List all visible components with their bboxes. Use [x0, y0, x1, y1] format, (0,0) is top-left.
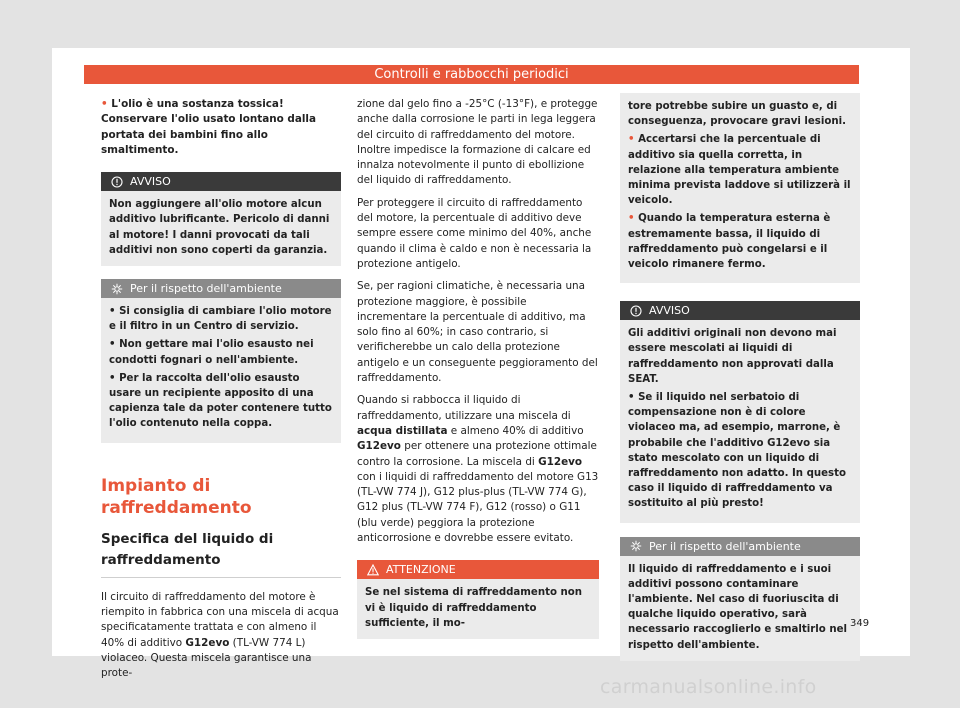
list-item: • Si consiglia di cambiare l'olio motore e il filtro in un Centro di servizio. — [109, 306, 332, 333]
warning-box — [357, 560, 599, 639]
env-text: Il liquido di raffreddamento e i suoi additivi possono contaminare l'ambiente. Nel caso di fuoriuscita di qualche liquido operativo, sarà necessario raccoglierlo e smaltirlo nel rispetto dell'ambiente. — [628, 563, 847, 651]
paragraph: Se, per ragioni climatiche, è necessaria una protezione maggiore, è possibile incrementare la percentuale di additivo, ma solo fino al 60%; in caso contrario, si verificherebbe un calo della protezione antigelo e un conseguente peggioramento del raffreddamento. — [357, 280, 598, 385]
list-item: • Accertarsi che la percentuale di additivo sia quella corretta, in relazione alla temperatura ambiente minima prevista laddove si utilizzerà il veicolo. — [628, 134, 851, 207]
leaf-icon — [630, 540, 642, 552]
column-2 — [357, 97, 599, 639]
info-circle-icon — [630, 305, 642, 317]
bullet-icon: • — [628, 134, 639, 146]
bullet-icon: • — [628, 213, 639, 225]
paragraph: Quando si rabbocca il liquido di raffreddamento, utilizzare una miscela di acqua distillata e almeno 40% di additivo G12evo per ottenere una protezione ottimale contro la corrosione. La miscela di G12evo con i liquidi di raffreddamento del motore G13 (TL-VW 774 J), G12 plus-plus (TL-VW 774 G), G12 plus (TL-VW 774 F), G12 (rosso) o G11 (blu verde) peggiora la protezione anticorrosione e dovrebbe essere evitato. — [357, 394, 599, 545]
list-item: • Per la raccolta dell'olio esausto usare un recipiente apposito di una capienza tale da poter contenere tutto l'olio contenuto nella coppa. — [109, 372, 332, 430]
env-box — [101, 279, 341, 443]
page-number: 349 — [850, 618, 870, 629]
notice-box — [620, 301, 860, 522]
bullet-icon: • — [101, 98, 112, 110]
warning-text: Se nel sistema di raffreddamento non vi è liquido di raffreddamento sufficiente, il mo- — [365, 587, 583, 629]
warning-title: ATTENZIONE — [386, 563, 456, 577]
env-list — [101, 298, 341, 443]
warning-continuation-text: tore potrebbe subire un guasto e, di conseguenza, provocare gravi lesioni. — [628, 101, 846, 128]
env-title: Per il rispetto dell'ambiente — [130, 282, 282, 295]
watermark: carmanualsonline.info — [600, 676, 817, 698]
info-circle-icon — [111, 176, 123, 188]
notice-text: Non aggiungere all'olio motore alcun additivo lubrificante. Pericolo di danni al motore! I danni provocati da tali additivi non sono coperti da garanzia. — [109, 199, 330, 256]
notice-box — [101, 172, 341, 266]
paragraph: zione dal gelo fino a -25°C (-13°F), e protegge anche dalla corrosione le parti in lega leggera del circuito di raffreddamento del motore. Inoltre impedisce la formazione di calcare ed innalza notevolmente il punto di ebollizione del liquido di raffreddamento. — [357, 98, 598, 187]
leaf-icon — [111, 283, 123, 295]
column-3 — [620, 97, 860, 661]
column-1 — [101, 97, 341, 681]
intro-bullet: • L'olio è una sostanza tossica! Conservare l'olio usato lontano dalla portata dei bambini fino allo smaltimento. — [101, 98, 316, 156]
paragraph: Il circuito di raffreddamento del motore è riempito in fabbrica con una miscela di acqua specificatamente trattata e con almeno il 40% di additivo G12evo (TL-VW 774 L) violaceo. Questa miscela garantisce una prote- — [101, 590, 339, 680]
list-item: • Quando la temperatura esterna è estremamente bassa, il liquido di raffreddamento può congelarsi e il veicolo rimanere fermo. — [628, 213, 831, 271]
notice-title: AVVISO — [649, 304, 690, 318]
notice-intro: Gli additivi originali non devono mai essere mescolati ai liquidi di raffreddamento non approvati dalla SEAT. — [628, 328, 837, 385]
notice-header — [101, 172, 341, 191]
paragraph: Per proteggere il circuito di raffreddamento del motore, la percentuale di additivo deve sempre essere come minimo del 40%, anche quando il clima è caldo e non è necessaria la protezione antigelo. — [357, 196, 592, 270]
page-header: Controlli e rabbocchi periodici — [84, 65, 859, 84]
notice-header — [620, 301, 860, 320]
env-header — [620, 537, 860, 556]
notice-title: AVVISO — [130, 175, 171, 189]
list-item: • Se il liquido nel serbatoio di compensazione non è di colore violaceo ma, ad esempio, marrone, è probabile che l'additivo G12evo sia stato mescolato con un liquido di raffreddamento non adatto. In questo caso il liquido di raffreddamento va sostituito al più presto! — [628, 392, 846, 510]
env-title: Per il rispetto dell'ambiente — [649, 539, 801, 553]
warning-triangle-icon — [367, 564, 379, 576]
subsection-title: Specifica del liquido di raffreddamento — [101, 529, 341, 578]
warning-continuation — [620, 93, 860, 283]
warning-header — [357, 560, 599, 579]
env-box — [620, 537, 860, 661]
section-title: Impianto di raffreddamento — [101, 475, 252, 518]
env-header — [101, 279, 341, 298]
list-item: • Non gettare mai l'olio esausto nei condotti fognari o nell'ambiente. — [109, 339, 314, 366]
